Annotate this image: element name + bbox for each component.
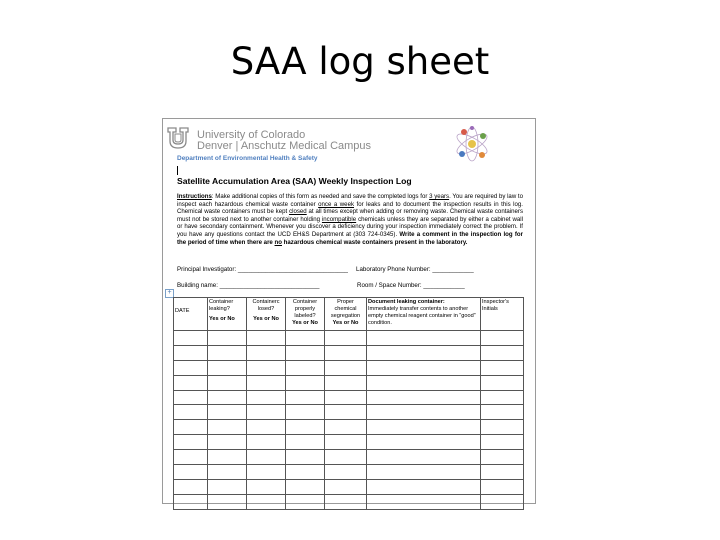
instructions-text: for leaks and to document the inspection results in this log. Chemical waste containers must be kept <box>177 200 523 216</box>
table-move-handle-icon[interactable]: + <box>165 289 174 298</box>
header-initials-label: Inspector's Initials <box>482 299 509 313</box>
table-row <box>174 479 524 494</box>
table-cell <box>325 375 367 390</box>
table-cell <box>481 479 524 494</box>
table-cell <box>286 405 325 420</box>
table-cell <box>247 375 286 390</box>
principal-investigator-field: Principal Investigator: ________________________________ <box>177 266 348 273</box>
table-cell <box>325 435 367 450</box>
yes-no-label: Yes or No <box>332 320 359 327</box>
header-document-title: Document leaking container: <box>368 299 445 305</box>
table-cell <box>247 494 286 509</box>
table-cell <box>286 360 325 375</box>
table-cell <box>286 465 325 480</box>
table-cell <box>325 420 367 435</box>
table-cell <box>325 390 367 405</box>
table-cell <box>247 345 286 360</box>
building-name-field: Building name: _____________________________ <box>177 282 320 289</box>
table-cell <box>208 420 247 435</box>
slide-title: SAA log sheet <box>230 40 490 83</box>
table-cell <box>208 494 247 509</box>
table-cell <box>208 479 247 494</box>
header-date-label: DATE <box>175 308 190 314</box>
table-cell <box>481 360 524 375</box>
instructions-emphasis: once a week <box>318 200 355 208</box>
bold-note-text: hazardous chemical waste containers present in the laboratory. <box>281 238 468 246</box>
safety-emblem-icon <box>452 124 492 164</box>
table-cell <box>367 479 481 494</box>
instructions-emphasis: closed <box>289 208 307 216</box>
table-cell <box>174 331 208 346</box>
table-cell <box>286 331 325 346</box>
table-cell <box>247 331 286 346</box>
table-row <box>174 420 524 435</box>
table-cell <box>481 390 524 405</box>
header-date <box>174 298 208 331</box>
table-cell <box>208 405 247 420</box>
table-cell <box>208 390 247 405</box>
table-row <box>174 390 524 405</box>
table-row <box>174 405 524 420</box>
table-cell <box>208 435 247 450</box>
table-cell <box>247 420 286 435</box>
inspection-log-table <box>173 297 524 510</box>
table-row <box>174 345 524 360</box>
bold-note-text: Write a comment in the inspection log for the period of time when there are <box>177 230 523 246</box>
table-cell <box>367 450 481 465</box>
header-closed <box>247 298 286 331</box>
table-body <box>174 331 524 510</box>
instructions-emphasis: incompatible <box>321 215 357 223</box>
table-cell <box>174 494 208 509</box>
table-cell <box>174 345 208 360</box>
table-cell <box>481 465 524 480</box>
table-row <box>174 450 524 465</box>
table-cell <box>174 479 208 494</box>
table-cell <box>286 494 325 509</box>
table-header-row <box>174 298 524 331</box>
table-cell <box>247 435 286 450</box>
table-cell <box>286 345 325 360</box>
yes-no-label: Yes or No <box>292 320 318 327</box>
table-cell <box>325 345 367 360</box>
table-cell <box>367 435 481 450</box>
instructions-emphasis: 3 years <box>429 193 450 200</box>
table-cell <box>247 360 286 375</box>
header-leaking <box>208 298 247 331</box>
table-cell <box>286 375 325 390</box>
table-cell <box>208 375 247 390</box>
table-cell <box>325 494 367 509</box>
yes-no-label: Yes or No <box>253 316 279 323</box>
instructions-text: : Make additional copies of this form as needed and save the completed logs for <box>211 193 430 200</box>
table-cell <box>325 465 367 480</box>
text-cursor <box>177 166 178 175</box>
header-labeled <box>286 298 325 331</box>
header-document-leaking <box>367 298 481 331</box>
table-cell <box>481 345 524 360</box>
table-cell <box>174 450 208 465</box>
instructions-paragraph <box>177 193 523 246</box>
table-cell <box>367 420 481 435</box>
lab-phone-field: Laboratory Phone Number: ____________ <box>356 266 474 273</box>
table-cell <box>367 375 481 390</box>
yes-no-label: Yes or No <box>209 316 235 323</box>
table-row <box>174 465 524 480</box>
table-cell <box>325 479 367 494</box>
header-segregation-label: Proper chemical segregation <box>330 299 361 320</box>
table-cell <box>367 331 481 346</box>
table-cell <box>286 420 325 435</box>
table-cell <box>247 465 286 480</box>
instructions-label: Instructions <box>177 193 212 200</box>
table-cell <box>367 345 481 360</box>
instructions-text: . You are required by law to inspect each hazardous chemical waste container <box>177 193 523 208</box>
table-cell <box>174 375 208 390</box>
university-name: University of Colorado <box>197 129 306 141</box>
table-row <box>174 331 524 346</box>
table-cell <box>481 405 524 420</box>
table-cell <box>481 450 524 465</box>
table-cell <box>247 390 286 405</box>
table-cell <box>208 465 247 480</box>
table-cell <box>481 435 524 450</box>
instructions-text: at all times except when adding or removing waste. Chemical waste containers must not be stored next to another container holding <box>177 208 524 223</box>
university-logo <box>166 126 190 152</box>
table-cell <box>174 465 208 480</box>
table-cell <box>174 360 208 375</box>
table-cell <box>286 479 325 494</box>
header-labeled-label: Container properly labeled? <box>292 299 318 320</box>
header-document-text: Immediately transfer contents to another empty chemical reagent container in “good” condition. <box>368 306 476 327</box>
bold-note-emphasis: no <box>274 238 282 246</box>
table-cell <box>481 375 524 390</box>
table-cell <box>367 465 481 480</box>
table-cell <box>367 390 481 405</box>
table-cell <box>247 405 286 420</box>
table-cell <box>208 331 247 346</box>
table-cell <box>367 494 481 509</box>
table-cell <box>286 435 325 450</box>
table-row <box>174 360 524 375</box>
instructions-text: chemicals unless they are separated by either a cabinet wall or have secondary containment. Whenever you discover a deficiency during your inspection immediately correct the problem. If you have any questions contact the UCD EH&S Department at (303 724-0345). <box>177 215 523 238</box>
table-cell <box>208 360 247 375</box>
header-leaking-label: Container leaking? <box>209 299 234 313</box>
table-cell <box>286 390 325 405</box>
table-cell <box>208 345 247 360</box>
table-cell <box>286 450 325 465</box>
table-cell <box>481 494 524 509</box>
campus-name: Denver | Anschutz Medical Campus <box>197 140 372 152</box>
table-cell <box>247 479 286 494</box>
table-cell <box>174 435 208 450</box>
table-cell <box>481 331 524 346</box>
table-cell <box>325 331 367 346</box>
department-name: Department of Environmental Health & Safety <box>177 155 318 162</box>
room-number-field: Room / Space Number: ____________ <box>357 282 465 289</box>
header-initials <box>481 298 524 331</box>
table-cell <box>174 390 208 405</box>
table-cell <box>481 420 524 435</box>
table-cell <box>325 450 367 465</box>
table-row <box>174 435 524 450</box>
table-row <box>174 375 524 390</box>
table-cell <box>325 360 367 375</box>
table-cell <box>247 450 286 465</box>
table-cell <box>208 450 247 465</box>
table-row <box>174 494 524 509</box>
header-closed-label: Containerc losed? <box>252 299 280 313</box>
table-cell <box>174 405 208 420</box>
table-cell <box>367 405 481 420</box>
document-title: Satellite Accumulation Area (SAA) Weekly Inspection Log <box>177 176 412 186</box>
table-cell <box>174 420 208 435</box>
table-cell <box>325 405 367 420</box>
table-cell <box>367 360 481 375</box>
header-segregation <box>325 298 367 331</box>
